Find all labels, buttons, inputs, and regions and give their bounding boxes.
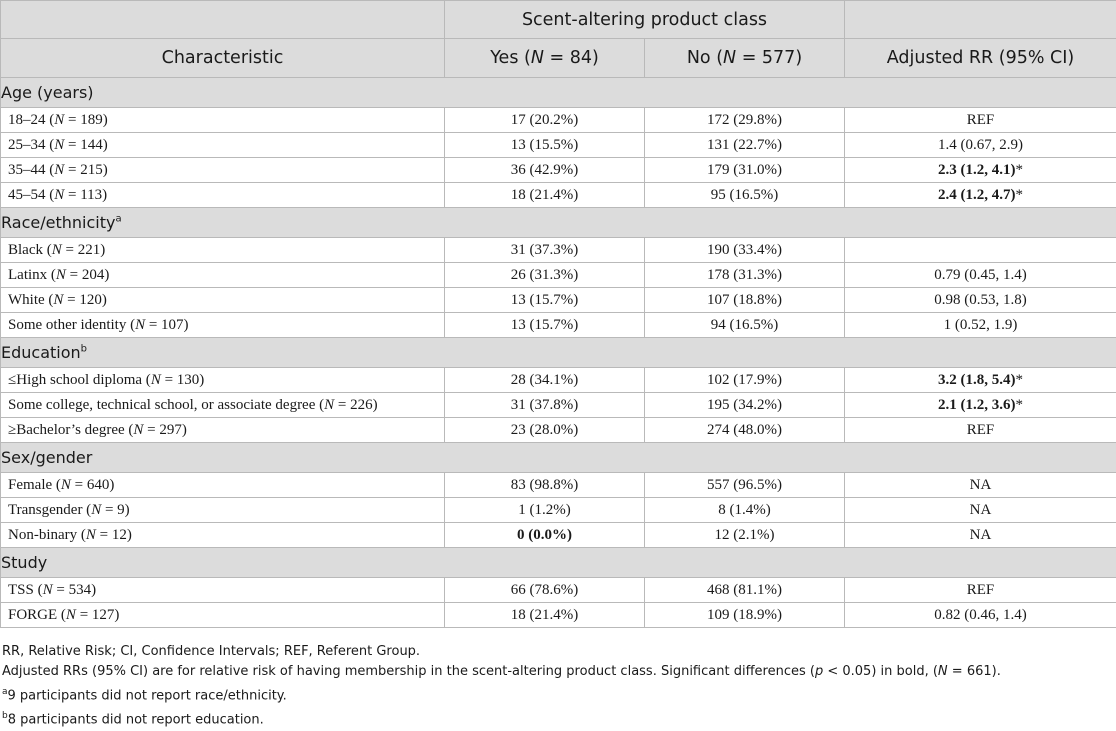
column-header-adjusted-rr: Adjusted RR (95% CI) <box>845 39 1116 78</box>
row-label <box>1 313 445 338</box>
row-label <box>1 263 445 288</box>
section-title-text: Race/ethnicity <box>1 213 115 232</box>
footnote-marker: b <box>81 344 87 355</box>
yes-count: 31 (37.8%) <box>445 393 645 418</box>
row-label-n: N = 12) <box>86 527 132 543</box>
yes-count: 83 (98.8%) <box>445 473 645 498</box>
yes-count: 0 (0.0%) <box>445 523 645 548</box>
row-label-text: Black ( <box>8 242 52 258</box>
table-row <box>1 498 1116 523</box>
row-label-n: N = 226) <box>324 397 377 413</box>
row-label-n: N = 534) <box>43 582 96 598</box>
row-label <box>1 418 445 443</box>
table-row <box>1 418 1116 443</box>
row-label-text: White ( <box>8 292 53 308</box>
footnote-b: $^b$8 participants did not report education. <box>2 706 1112 730</box>
table-row <box>1 578 1116 603</box>
adjusted-rr <box>845 238 1116 263</box>
no-count: 179 (31.0%) <box>645 158 845 183</box>
table-row <box>1 238 1116 263</box>
yes-count: 28 (34.1%) <box>445 368 645 393</box>
adjusted-rr <box>845 288 1116 313</box>
adjusted-rr-value: 3.2 (1.8, 5.4) <box>938 372 1016 388</box>
row-label-text: FORGE ( <box>8 607 66 623</box>
adjusted-rr-value: 1.4 (0.67, 2.9) <box>938 137 1023 153</box>
table-row <box>1 263 1116 288</box>
column-header-characteristic: Characteristic <box>1 39 445 78</box>
row-label-text: Transgender ( <box>8 502 91 518</box>
row-label-n: N = 640) <box>61 477 114 493</box>
adjusted-rr <box>845 498 1116 523</box>
row-label-n: N = 127) <box>66 607 119 623</box>
adjusted-rr-value: 0.79 (0.45, 1.4) <box>934 267 1027 283</box>
no-count: 102 (17.9%) <box>645 368 845 393</box>
section-title <box>1 548 1116 578</box>
row-label-text: TSS ( <box>8 582 43 598</box>
row-label-n: N = 221) <box>52 242 105 258</box>
section-title <box>1 78 1116 108</box>
section-header-row <box>1 78 1116 108</box>
yes-count: 23 (28.0%) <box>445 418 645 443</box>
yes-count: 18 (21.4%) <box>445 183 645 208</box>
yes-count: 17 (20.2%) <box>445 108 645 133</box>
yes-count: 26 (31.3%) <box>445 263 645 288</box>
yes-count: 31 (37.3%) <box>445 238 645 263</box>
no-count: 172 (29.8%) <box>645 108 845 133</box>
adjusted-rr <box>845 578 1116 603</box>
column-header-yes: Yes (N = 84) <box>445 39 645 78</box>
adjusted-rr-value: 1 (0.52, 1.9) <box>944 317 1018 333</box>
adjusted-rr <box>845 473 1116 498</box>
row-label <box>1 288 445 313</box>
row-label <box>1 108 445 133</box>
adjusted-rr <box>845 183 1116 208</box>
row-label-n: N = 107) <box>135 317 188 333</box>
row-label <box>1 393 445 418</box>
column-header-no: No (N = 577) <box>645 39 845 78</box>
adjusted-rr <box>845 368 1116 393</box>
no-count: 131 (22.7%) <box>645 133 845 158</box>
table-row <box>1 183 1116 208</box>
row-label-text: Latinx ( <box>8 267 56 283</box>
table-row <box>1 158 1116 183</box>
adjusted-rr-note: Adjusted RRs (95% CI) are for relative risk of having membership in the scent-altering product class. Significant differences (p < 0.05) in bold, (N = 661). <box>2 662 1112 682</box>
table-row <box>1 603 1116 628</box>
section-title-text: Age (years) <box>1 83 94 102</box>
table-row <box>1 288 1116 313</box>
yes-count: 66 (78.6%) <box>445 578 645 603</box>
row-label-n: N = 144) <box>54 137 107 153</box>
adjusted-rr <box>845 158 1116 183</box>
adjusted-rr-value: 0.82 (0.46, 1.4) <box>934 607 1027 623</box>
section-title-text: Sex/gender <box>1 448 92 467</box>
header-blank-left <box>1 1 445 39</box>
row-label <box>1 183 445 208</box>
row-label-n: N = 189) <box>54 112 107 128</box>
significance-marker: * <box>1016 187 1024 203</box>
no-count: 274 (48.0%) <box>645 418 845 443</box>
adjusted-rr-value: 0.98 (0.53, 1.8) <box>934 292 1027 308</box>
row-label-n: N = 215) <box>54 162 107 178</box>
row-label <box>1 158 445 183</box>
table-row <box>1 393 1116 418</box>
row-label-text: Female ( <box>8 477 61 493</box>
adjusted-rr <box>845 133 1116 158</box>
adjusted-rr-value: NA <box>970 502 992 518</box>
no-count: 195 (34.2%) <box>645 393 845 418</box>
significance-marker: * <box>1016 397 1024 413</box>
section-title <box>1 338 1116 368</box>
row-label-text: 45–54 ( <box>8 187 54 203</box>
adjusted-rr-value: 2.1 (1.2, 3.6) <box>938 397 1016 413</box>
section-header-row <box>1 208 1116 238</box>
table-row <box>1 523 1116 548</box>
row-label <box>1 133 445 158</box>
header-blank-right <box>845 1 1116 39</box>
section-header-row <box>1 443 1116 473</box>
no-count: 468 (81.1%) <box>645 578 845 603</box>
adjusted-rr <box>845 418 1116 443</box>
adjusted-rr-value: 2.4 (1.2, 4.7) <box>938 187 1016 203</box>
row-label-n: N = 130) <box>151 372 204 388</box>
adjusted-rr <box>845 523 1116 548</box>
adjusted-rr-value: NA <box>970 477 992 493</box>
adjusted-rr <box>845 393 1116 418</box>
row-label-n: N = 9) <box>91 502 129 518</box>
no-count: 557 (96.5%) <box>645 473 845 498</box>
row-label-text: Non-binary ( <box>8 527 86 543</box>
yes-count: 18 (21.4%) <box>445 603 645 628</box>
section-title <box>1 208 1116 238</box>
section-title <box>1 443 1116 473</box>
adjusted-rr-value: REF <box>967 582 995 598</box>
row-label-text: ≤High school diploma ( <box>8 372 151 388</box>
row-label-text: 25–34 ( <box>8 137 54 153</box>
adjusted-rr-value: REF <box>967 422 995 438</box>
table-row <box>1 313 1116 338</box>
no-count: 190 (33.4%) <box>645 238 845 263</box>
adjusted-rr-value: REF <box>967 112 995 128</box>
section-title-text: Study <box>1 553 47 572</box>
yes-count: 36 (42.9%) <box>445 158 645 183</box>
row-label <box>1 603 445 628</box>
no-count: 178 (31.3%) <box>645 263 845 288</box>
adjusted-rr-value: NA <box>970 527 992 543</box>
table-row <box>1 108 1116 133</box>
adjusted-rr <box>845 603 1116 628</box>
no-count: 12 (2.1%) <box>645 523 845 548</box>
significance-marker: * <box>1016 162 1024 178</box>
row-label-text: Some other identity ( <box>8 317 135 333</box>
significance-marker: * <box>1016 372 1024 388</box>
table-row <box>1 133 1116 158</box>
row-label-text: 18–24 ( <box>8 112 54 128</box>
no-count: 109 (18.9%) <box>645 603 845 628</box>
group-header: Scent-altering product class <box>445 1 845 39</box>
table-footnotes <box>2 642 1112 731</box>
adjusted-rr <box>845 313 1116 338</box>
section-title-text: Education <box>1 343 81 362</box>
row-label-n: N = 120) <box>53 292 106 308</box>
row-label-n: N = 204) <box>56 267 109 283</box>
no-count: 94 (16.5%) <box>645 313 845 338</box>
no-count: 8 (1.4%) <box>645 498 845 523</box>
yes-count: 1 (1.2%) <box>445 498 645 523</box>
row-label <box>1 578 445 603</box>
no-count: 95 (16.5%) <box>645 183 845 208</box>
row-label-text: 35–44 ( <box>8 162 54 178</box>
yes-count: 13 (15.5%) <box>445 133 645 158</box>
row-label <box>1 238 445 263</box>
row-label-text: Some college, technical school, or associate degree ( <box>8 397 324 413</box>
adjusted-rr <box>845 263 1116 288</box>
footnote-a: $^a$9 participants did not report race/ethnicity. <box>2 682 1112 706</box>
adjusted-rr-value: 2.3 (1.2, 4.1) <box>938 162 1016 178</box>
no-count: 107 (18.8%) <box>645 288 845 313</box>
row-label <box>1 523 445 548</box>
section-header-row <box>1 338 1116 368</box>
abbreviations-note: RR, Relative Risk; CI, Confidence Intervals; REF, Referent Group. <box>2 642 1112 662</box>
row-label-n: N = 113) <box>54 187 107 203</box>
row-label <box>1 368 445 393</box>
adjusted-rr <box>845 108 1116 133</box>
row-label-n: N = 297) <box>133 422 186 438</box>
yes-count: 13 (15.7%) <box>445 313 645 338</box>
row-label <box>1 473 445 498</box>
footnote-marker: a <box>115 214 121 225</box>
row-label-text: ≥Bachelor’s degree ( <box>8 422 133 438</box>
yes-count: 13 (15.7%) <box>445 288 645 313</box>
section-header-row <box>1 548 1116 578</box>
table-row <box>1 368 1116 393</box>
row-label <box>1 498 445 523</box>
table-row <box>1 473 1116 498</box>
